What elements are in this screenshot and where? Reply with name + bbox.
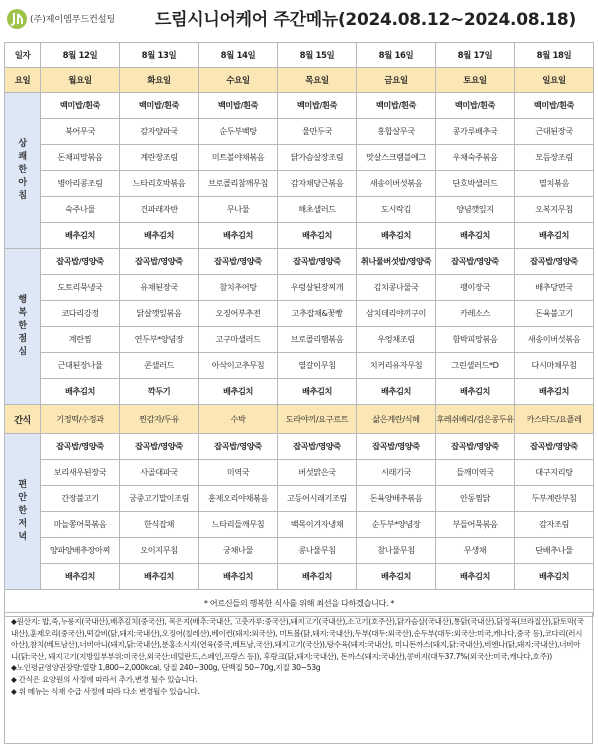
dinner-item: 훈제오리야채볶음 [199, 486, 278, 512]
dinner-item: 미역국 [199, 460, 278, 486]
dinner-item: 느타리들깨무침 [199, 512, 278, 538]
breakfast-item: 미트볼야채볶음 [199, 145, 278, 171]
lunch-item: 오징어부추전 [199, 301, 278, 327]
snack-item: 도라야끼/요구르트 [278, 405, 357, 434]
notice-text: * 어르신들의 행복한 식사를 위해 최선을 다하겠습니다. * [5, 590, 594, 617]
lunch-item: 새송이버섯볶음 [515, 327, 594, 353]
breakfast-item: 숙주나물 [41, 197, 120, 223]
dinner-item: 배추김치 [515, 564, 594, 590]
breakfast-item: 배추김치 [199, 223, 278, 249]
lunch-item: 잡곡밥/영양죽 [436, 249, 515, 275]
dinner-item: 보리새우된장국 [41, 460, 120, 486]
lunch-item: 배추김치 [357, 379, 436, 405]
dinner-label: 편 안 한 저 녁 [5, 434, 41, 590]
date-cell: 8월 16일 [357, 43, 436, 68]
breakfast-item: 배추김치 [357, 223, 436, 249]
dinner-item: 부들어묵볶음 [436, 512, 515, 538]
lunch-item: 배추김치 [278, 379, 357, 405]
dinner-row [5, 564, 594, 590]
lunch-item: 브로콜리햄볶음 [278, 327, 357, 353]
lunch-item: 잡곡밥/영양죽 [515, 249, 594, 275]
dinner-item: 무생채 [436, 538, 515, 564]
lunch-item: 우엉채조림 [357, 327, 436, 353]
breakfast-item: 해초샐러드 [278, 197, 357, 223]
breakfast-item: 백미밥/흰죽 [515, 93, 594, 119]
lunch-item: 코다리강정 [41, 301, 120, 327]
breakfast-item: 브로콜리참깨무침 [199, 171, 278, 197]
lunch-item: 연두부*양념장 [120, 327, 199, 353]
lunch-item: 닭살깻잎볶음 [120, 301, 199, 327]
lunch-item: 치커리유자무침 [357, 353, 436, 379]
lunch-item: 취나물버섯밥/영양죽 [357, 249, 436, 275]
date-cell: 8월 12일 [41, 43, 120, 68]
page-title: 드림시니어케어 주간메뉴(2024.08.12~2024.08.18) [155, 10, 576, 30]
dinner-item: 돈육양배추볶음 [357, 486, 436, 512]
lunch-item: 우렁살된장찌개 [278, 275, 357, 301]
lunch-item: 함박피망볶음 [436, 327, 515, 353]
footer-notes [4, 612, 593, 744]
dinner-item: 잡곡밥/영양죽 [357, 434, 436, 460]
snack-item: 후레쉬베리/검은콩두유 [436, 405, 515, 434]
breakfast-item: 무나물 [199, 197, 278, 223]
breakfast-row [5, 119, 594, 145]
breakfast-item: 돈채피망볶음 [41, 145, 120, 171]
menu-change-note: ◆ 위 메뉴는 식재 수급 사정에 따라 다소 변경될수 있습니다. [11, 686, 200, 696]
lunch-item: 배추김치 [515, 379, 594, 405]
breakfast-row [5, 145, 594, 171]
dinner-item: 양파양배추장아찌 [41, 538, 120, 564]
breakfast-item: 감자양파국 [120, 119, 199, 145]
dinner-item: 배추김치 [357, 564, 436, 590]
dinner-item: 궁중고기말이조림 [120, 486, 199, 512]
weekly-menu-table [4, 42, 594, 617]
snack-row [5, 405, 594, 434]
day-row [5, 68, 594, 93]
dinner-item: 백목이겨자냉채 [278, 512, 357, 538]
dinner-row [5, 460, 594, 486]
dinner-item: 들깨미역국 [436, 460, 515, 486]
lunch-item: 배추김치 [199, 379, 278, 405]
breakfast-item: 도시락김 [357, 197, 436, 223]
dinner-item: 한식잡채 [120, 512, 199, 538]
date-header: 일자 [5, 43, 41, 68]
dinner-item: 배추김치 [199, 564, 278, 590]
lunch-item: 돈육불고기 [515, 301, 594, 327]
breakfast-item: 근대된장국 [515, 119, 594, 145]
breakfast-item: 감자채당근볶음 [278, 171, 357, 197]
dinner-item: 콩나물무침 [278, 538, 357, 564]
breakfast-item: 새송이버섯볶음 [357, 171, 436, 197]
breakfast-item: 배추김치 [278, 223, 357, 249]
lunch-item: 그린샐러드*D [436, 353, 515, 379]
breakfast-item: 모듬장조림 [515, 145, 594, 171]
date-cell: 8월 14일 [199, 43, 278, 68]
lunch-item: 계란찜 [41, 327, 120, 353]
dinner-item: 잡곡밥/영양죽 [278, 434, 357, 460]
dinner-item: 잡곡밥/영양죽 [199, 434, 278, 460]
snack-item: 기정떡/수정과 [41, 405, 120, 434]
dinner-item: 감자조림 [515, 512, 594, 538]
dinner-item: 잡곡밥/영양죽 [41, 434, 120, 460]
lunch-item: 참치추어탕 [199, 275, 278, 301]
lunch-item: 잡곡밥/영양죽 [278, 249, 357, 275]
lunch-item: 아삭이고추무침 [199, 353, 278, 379]
breakfast-label: 상 쾌 한 아 침 [5, 93, 41, 249]
breakfast-item: 백미밥/흰죽 [357, 93, 436, 119]
breakfast-item: 북어무국 [41, 119, 120, 145]
dinner-item: 두부계란부침 [515, 486, 594, 512]
dinner-row [5, 538, 594, 564]
breakfast-item: 백미밥/흰죽 [278, 93, 357, 119]
breakfast-item: 배추김치 [120, 223, 199, 249]
breakfast-item: 백미밥/흰죽 [41, 93, 120, 119]
breakfast-item: 계란장조림 [120, 145, 199, 171]
breakfast-item: 배추김치 [41, 223, 120, 249]
dinner-item: 고등어시래기조림 [278, 486, 357, 512]
dinner-item: 사골대파국 [120, 460, 199, 486]
day-cell: 토요일 [436, 68, 515, 93]
dinner-item: 마늘쫑어묵볶음 [41, 512, 120, 538]
dinner-item: 오이지무침 [120, 538, 199, 564]
day-header: 요일 [5, 68, 41, 93]
lunch-item: 유채된장국 [120, 275, 199, 301]
breakfast-item: 물만두국 [278, 119, 357, 145]
lunch-item: 배추김치 [41, 379, 120, 405]
day-cell: 금요일 [357, 68, 436, 93]
lunch-item: 열갈이무침 [278, 353, 357, 379]
lunch-item: 콘샐러드 [120, 353, 199, 379]
dinner-item: 잡곡밥/영양죽 [436, 434, 515, 460]
lunch-row [5, 249, 594, 275]
day-cell: 수요일 [199, 68, 278, 93]
lunch-row [5, 353, 594, 379]
breakfast-row [5, 223, 594, 249]
breakfast-item: 멸치볶음 [515, 171, 594, 197]
dinner-item: 배추김치 [41, 564, 120, 590]
date-cell: 8월 13일 [120, 43, 199, 68]
breakfast-item: 단호박샐러드 [436, 171, 515, 197]
breakfast-item: 병아리콩조림 [41, 171, 120, 197]
snack-item: 수박 [199, 405, 278, 434]
dinner-row [5, 486, 594, 512]
dinner-item: 잡곡밥/영양죽 [515, 434, 594, 460]
dinner-item: 잡곡밥/영양죽 [120, 434, 199, 460]
breakfast-item: 백미밥/흰죽 [199, 93, 278, 119]
lunch-item: 고구마샐러드 [199, 327, 278, 353]
snack-label: 간식 [5, 405, 41, 434]
dinner-item: 시래기국 [357, 460, 436, 486]
breakfast-item: 순두부백탕 [199, 119, 278, 145]
lunch-item: 근대된장나물 [41, 353, 120, 379]
lunch-item: 잡곡밥/영양죽 [41, 249, 120, 275]
snack-item: 찐감자/두유 [120, 405, 199, 434]
header [0, 0, 598, 34]
snack-item: 삶은계란/식혜 [357, 405, 436, 434]
breakfast-item: 닭가슴살장조림 [278, 145, 357, 171]
breakfast-row [5, 171, 594, 197]
lunch-item: 고추잡채&꽃빵 [278, 301, 357, 327]
lunch-item: 깍두기 [120, 379, 199, 405]
dinner-item: 참나물무침 [357, 538, 436, 564]
lunch-row [5, 301, 594, 327]
date-cell: 8월 17일 [436, 43, 515, 68]
lunch-item: 배추당면국 [515, 275, 594, 301]
date-cell: 8월 18일 [515, 43, 594, 68]
lunch-item: 배추김치 [436, 379, 515, 405]
dinner-row [5, 434, 594, 460]
lunch-row [5, 275, 594, 301]
day-cell: 일요일 [515, 68, 594, 93]
lunch-item: 팽이장국 [436, 275, 515, 301]
company-logo-icon [6, 8, 28, 30]
breakfast-item: 느타리호박볶음 [120, 171, 199, 197]
breakfast-item: 백미밥/흰죽 [436, 93, 515, 119]
breakfast-item: 맛살스크램블에그 [357, 145, 436, 171]
company-name: (주)제이엠푸드컨설팅 [30, 15, 116, 25]
dinner-item: 배추김치 [436, 564, 515, 590]
dinner-item: 대구지리탕 [515, 460, 594, 486]
dinner-item: 버섯맑은국 [278, 460, 357, 486]
breakfast-item: 배추김치 [515, 223, 594, 249]
dinner-item: 간장불고기 [41, 486, 120, 512]
breakfast-row [5, 93, 594, 119]
dinner-item: 순두부*양념장 [357, 512, 436, 538]
dinner-item: 배추김치 [278, 564, 357, 590]
breakfast-item: 건파래자반 [120, 197, 199, 223]
breakfast-item: 콩가루배추국 [436, 119, 515, 145]
lunch-item: 잡곡밥/영양죽 [199, 249, 278, 275]
breakfast-item: 양념깻잎지 [436, 197, 515, 223]
dinner-item: 단배추나물 [515, 538, 594, 564]
date-cell: 8월 15일 [278, 43, 357, 68]
nutrition-info: ◆노인평균영양권장량:열량 1,800~2,000kcal, 당질 240~300g, 단백질 50~70g,지질 30~53g [11, 663, 321, 673]
origin-info: ◆원산지: 밥,죽,누룽지(국내산),배추김치(중국산), 목은지(배추:국내산, 고춧가루:중국산),돼지고기(국내산),소고기(호주산),닭가슴살(국내산),통닭(국내산),닭정육(브라질산),닭토막(국내산),훈제오리(중국산),떡갈비(닭,돼지:국내산),오징어(칠레산),베이컨(돼지:외국산), 미트볼(닭,돼지:국내산),두부(대두:외국산),순두부(대두:외국산:미국,캐나다,중국 등),코다리(러시아산),참치(베트남산),너비아니(돼지,닭:국내산),분홍소시지(연육(중국,베트남,국산),돼지고기(국산)),탕수육(돼지:국내산), 미니돈까스(돼지,닭:국내산),비엔나(닭,돼지:국내산),너비아니(닭:국산, 돼지고기(지방일부부위:미국산,외국산:네덜란드,스페인,프랑스 등)), 후랑크(닭,돼지:국내산), 돈까스(돼지:국내산),콩비지(대두37.7%(외국산:미국,캐나다,호주)) [11, 617, 584, 661]
lunch-item: 삼치데리야끼구이 [357, 301, 436, 327]
dinner-item: 궁채나물 [199, 538, 278, 564]
snack-item: 카스타드/요플레 [515, 405, 594, 434]
day-cell: 목요일 [278, 68, 357, 93]
breakfast-item: 오복지무침 [515, 197, 594, 223]
lunch-row [5, 327, 594, 353]
dinner-row [5, 512, 594, 538]
lunch-item: 다시마채무침 [515, 353, 594, 379]
breakfast-row [5, 197, 594, 223]
dinner-item: 안동찜닭 [436, 486, 515, 512]
breakfast-item: 백미밥/흰죽 [120, 93, 199, 119]
day-cell: 화요일 [120, 68, 199, 93]
lunch-item: 잡곡밥/영양죽 [120, 249, 199, 275]
lunch-label: 행 복 한 점 심 [5, 249, 41, 405]
lunch-item: 도토리묵냉국 [41, 275, 120, 301]
breakfast-item: 배추김치 [436, 223, 515, 249]
lunch-item: 김치콩나물국 [357, 275, 436, 301]
lunch-row [5, 379, 594, 405]
snack-note: ◆ 간식은 요양원의 사정에 따라서 추가,변경 될수 있습니다. [11, 674, 198, 684]
date-row [5, 43, 594, 68]
breakfast-item: 홍합살무국 [357, 119, 436, 145]
day-cell: 월요일 [41, 68, 120, 93]
lunch-item: 카레소스 [436, 301, 515, 327]
breakfast-item: 우채숙주볶음 [436, 145, 515, 171]
dinner-item: 배추김치 [120, 564, 199, 590]
